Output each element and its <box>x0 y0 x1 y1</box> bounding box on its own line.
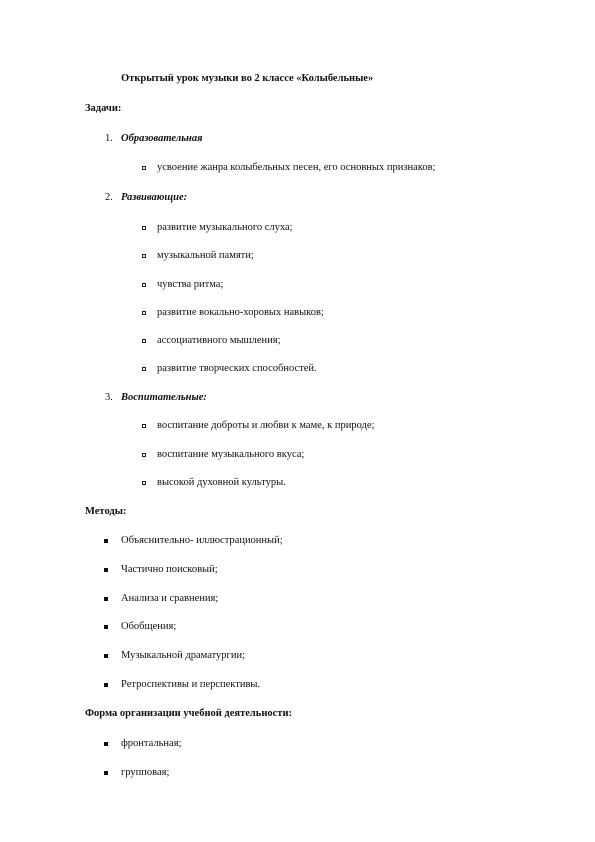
list-item: высокой духовной культуры. <box>157 477 286 488</box>
square-bullet-icon <box>142 453 146 457</box>
square-bullet-icon <box>142 311 146 315</box>
square-bullet-icon <box>142 254 146 258</box>
document-title: Открытый урок музыки во 2 классе «Колыбельные» <box>121 73 374 84</box>
square-bullet-icon <box>142 424 146 428</box>
list-item: развитие вокально-хоровых навыков; <box>157 307 324 318</box>
list-item: усвоение жанра колыбельных песен, его основных признаков; <box>157 162 436 173</box>
bullet-icon <box>104 771 108 775</box>
form-item: фронтальная; <box>121 738 182 749</box>
task-number: 1. <box>105 133 113 144</box>
list-item: чувства ритма; <box>157 279 224 290</box>
square-bullet-icon <box>142 166 146 170</box>
square-bullet-icon <box>142 481 146 485</box>
list-item: развитие музыкального слуха; <box>157 222 293 233</box>
task-number: 3. <box>105 392 113 403</box>
square-bullet-icon <box>142 367 146 371</box>
square-bullet-icon <box>142 339 146 343</box>
task-name: Развивающие: <box>121 192 188 203</box>
method-item: Музыкальной драматургии; <box>121 650 245 661</box>
method-item: Анализа и сравнения; <box>121 593 219 604</box>
task-name: Воспитательные: <box>121 392 207 403</box>
bullet-icon <box>104 683 108 687</box>
bullet-icon <box>104 654 108 658</box>
task-name: Образовательная <box>121 133 203 144</box>
list-item: воспитание музыкального вкуса; <box>157 449 305 460</box>
form-item: групповая; <box>121 767 170 778</box>
bullet-icon <box>104 597 108 601</box>
tasks-heading: Задачи: <box>85 103 122 114</box>
task-number: 2. <box>105 192 113 203</box>
methods-heading: Методы: <box>85 506 127 517</box>
method-item: Частично поисковый; <box>121 564 218 575</box>
bullet-icon <box>104 625 108 629</box>
square-bullet-icon <box>142 226 146 230</box>
method-item: Объяснительно- иллюстрационный; <box>121 535 283 546</box>
list-item: развитие творческих способностей. <box>157 363 317 374</box>
method-item: Ретроспективы и перспективы. <box>121 679 261 690</box>
list-item: ассоциативного мышления; <box>157 335 281 346</box>
method-item: Обобщения; <box>121 621 177 632</box>
list-item: музыкальной памяти; <box>157 250 254 261</box>
bullet-icon <box>104 568 108 572</box>
forms-heading: Форма организации учебной деятельности: <box>85 708 292 719</box>
square-bullet-icon <box>142 283 146 287</box>
list-item: воспитание доброты и любви к маме, к природе; <box>157 420 375 431</box>
bullet-icon <box>104 539 108 543</box>
bullet-icon <box>104 742 108 746</box>
